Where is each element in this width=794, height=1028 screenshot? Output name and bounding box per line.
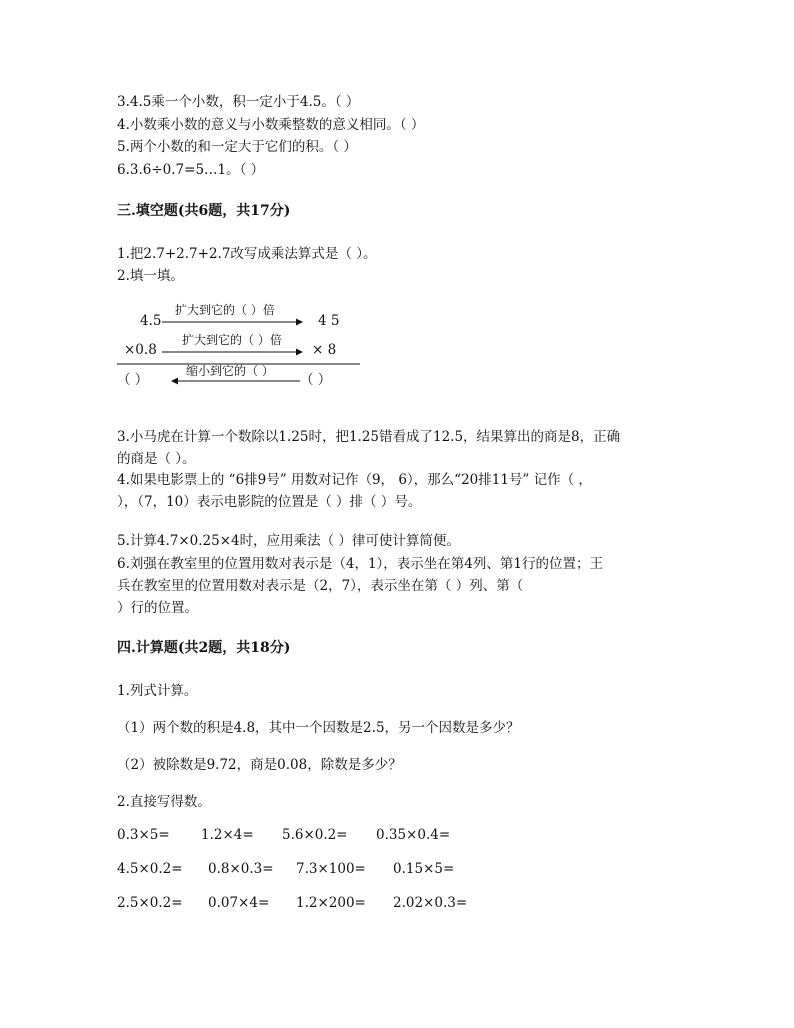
judge-question-4: 4.小数乘小数的意义与小数乘整数的意义相同。（ ） xyxy=(117,117,425,133)
diagram-number-right-2: × 8 xyxy=(312,342,337,358)
fill-question-5: 5.计算4.7×0.25×4时，应用乘法（ ）律可使计算简便。 xyxy=(117,533,460,549)
calc-item: 4.5×0.2= xyxy=(117,861,183,877)
calc-item: 1.2×4= xyxy=(201,827,254,843)
fill-question-6-line-1: 6.刘强在教室里的位置用数对表示是（4，1），表示坐在第4列、第1行的位置；王 xyxy=(117,556,603,572)
diagram-number-left-1: 4.5 xyxy=(140,313,162,329)
calc-item: 2.02×0.3= xyxy=(393,895,468,911)
calc-item: 0.3×5= xyxy=(117,827,170,843)
calc-item: 5.6×0.2= xyxy=(282,827,348,843)
diagram-number-left-2: ×0.8 xyxy=(124,342,157,358)
diagram-product-right: （ ） xyxy=(300,372,332,388)
calc-item: 7.3×100= xyxy=(296,861,366,877)
fill-question-4-line-2: ），（7，10）表示电影院的位置是（ ）排（ ）号。 xyxy=(117,494,422,510)
diagram-arrow-label-1: 扩大到它的（ ）倍 xyxy=(175,303,275,317)
calc-item: 1.2×200= xyxy=(296,895,366,911)
fill-question-3-line-2: 的商是（ ）。 xyxy=(117,451,196,467)
section-title-fill-in: 三.填空题(共6题，共17分) xyxy=(117,203,291,219)
calc-question-1-part-1: （1）两个数的积是4.8，其中一个因数是2.5，另一个因数是多少？ xyxy=(117,720,520,736)
fill-question-2: 2.填一填。 xyxy=(117,268,184,284)
section-title-calculation: 四.计算题(共2题，共18分) xyxy=(117,640,291,656)
calc-question-2: 2.直接写得数。 xyxy=(117,794,211,810)
calc-question-1-part-2: （2）被除数是9.72，商是0.08，除数是多少？ xyxy=(117,757,402,773)
fill-question-6-line-2: 兵在教室里的位置用数对表示是（2，7），表示坐在第（ ）列、第（ xyxy=(117,578,524,594)
calc-item: 0.35×0.4= xyxy=(376,827,451,843)
fill-question-4-line-1: 4.如果电影票上的 “6排9号” 用数对记作（9， 6），那么“20排11号” 记作（ ， xyxy=(117,472,592,488)
judge-question-3: 3.4.5乘一个小数，积一定小于4.5。（ ） xyxy=(117,94,360,110)
judge-question-6: 6.3.6÷0.7=5…1。（ ） xyxy=(117,162,265,178)
fill-question-1: 1.把2.7+2.7+2.7改写成乘法算式是（ ）。 xyxy=(117,246,377,262)
fill-question-6-line-3: ）行的位置。 xyxy=(117,600,198,616)
calc-item: 2.5×0.2= xyxy=(117,895,183,911)
diagram-arrow-label-3: 缩小到它的（ ） xyxy=(186,364,274,378)
diagram-number-right-1: 4 5 xyxy=(318,313,340,329)
calc-item: 0.07×4= xyxy=(208,895,270,911)
calc-item: 0.8×0.3= xyxy=(208,861,274,877)
calc-item: 0.15×5= xyxy=(393,861,455,877)
diagram-arrow-label-2: 扩大到它的（ ）倍 xyxy=(182,333,282,347)
calc-question-1: 1.列式计算。 xyxy=(117,683,198,699)
fill-question-3-line-1: 3.小马虎在计算一个数除以1.25时，把1.25错看成了12.5，结果算出的商是8，正确 xyxy=(117,429,621,445)
judge-question-5: 5.两个小数的和一定大于它们的积。（ ） xyxy=(117,139,357,155)
diagram-product-left: （ ） xyxy=(117,372,149,388)
